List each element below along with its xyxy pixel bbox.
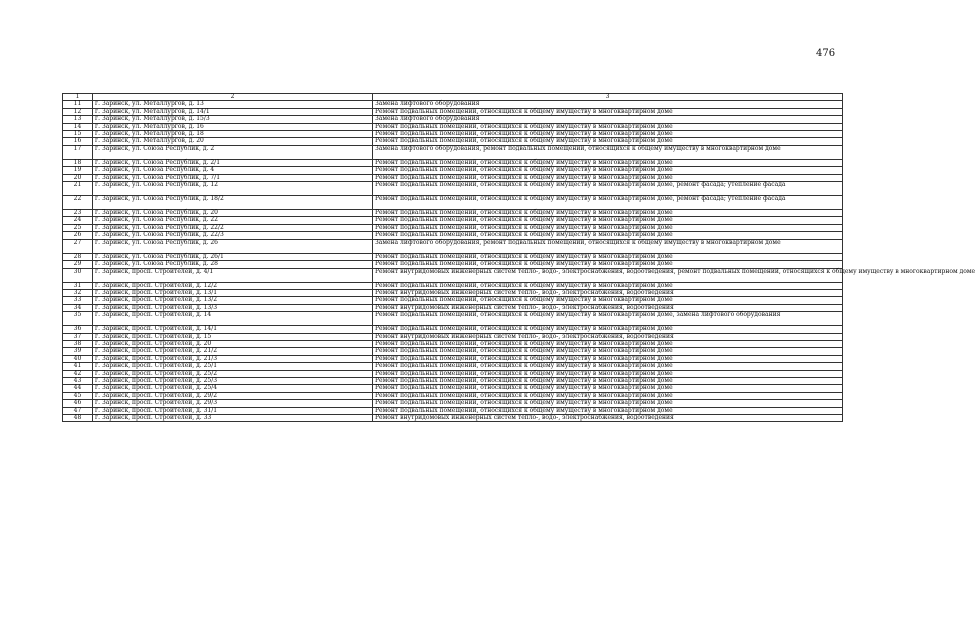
row-number-cell: 20 — [63, 174, 93, 181]
row-work-cell: Ремонт подвальных помещений, относящихся к общему имуществу в многоквартирном доме — [373, 370, 843, 377]
row-address-cell: г. Заринск, ул. Союза Республик, д. 2 — [93, 145, 373, 159]
row-number-cell: 29 — [63, 261, 93, 268]
row-number-cell: 41 — [63, 363, 93, 370]
works-table — [62, 93, 975, 422]
row-number-cell: 25 — [63, 224, 93, 231]
row-number-cell: 46 — [63, 400, 93, 407]
row-work-cell: Ремонт подвальных помещений, относящихся к общему имуществу в многоквартирном доме, замена лифтового оборудования — [373, 312, 843, 326]
table-body — [63, 93, 975, 422]
row-number-cell: 16 — [63, 138, 93, 145]
row-work-cell: Ремонт подвальных помещений, относящихся к общему имуществу в многоквартирном доме — [373, 138, 843, 145]
row-number-cell: 37 — [63, 333, 93, 340]
row-address-cell: г. Заринск, ул. Металлургов, д. 20 — [93, 138, 373, 145]
row-number-cell: 18 — [63, 159, 93, 166]
row-address-cell: г. Заринск, просп. Строителей, д. 25/2 — [93, 370, 373, 377]
row-address-cell: г. Заринск, просп. Строителей, д. 14/1 — [93, 326, 373, 333]
table-row — [63, 415, 843, 422]
table-row — [63, 239, 843, 253]
row-number-cell: 45 — [63, 392, 93, 399]
row-number-cell: 27 — [63, 239, 93, 253]
row-address-cell: г. Заринск, ул. Металлургов, д. 14/1 — [93, 108, 373, 115]
row-work-cell: Ремонт подвальных помещений, относящихся к общему имуществу в многоквартирном доме — [373, 217, 843, 224]
row-address-cell: г. Заринск, просп. Строителей, д. 25/4 — [93, 385, 373, 392]
table-row — [63, 196, 843, 210]
row-work-cell: Ремонт подвальных помещений, относящихся к общему имуществу в многоквартирном доме — [373, 159, 843, 166]
row-address-cell: г. Заринск, ул. Союза Республик, д. 12 — [93, 182, 373, 196]
row-number-cell: 22 — [63, 196, 93, 210]
row-number-cell: 30 — [63, 268, 93, 282]
row-address-cell: г. Заринск, ул. Металлургов, д. 18 — [93, 131, 373, 138]
row-number-cell: 13 — [63, 116, 93, 123]
row-work-cell: Ремонт подвальных помещений, относящихся к общему имуществу в многоквартирном доме — [373, 385, 843, 392]
row-work-cell: Ремонт внутридомовых инженерных систем тепло-, водо-, электроснабжения, водоотведения — [373, 415, 843, 422]
row-work-cell: Ремонт подвальных помещений, относящихся к общему имуществу в многоквартирном доме — [373, 108, 843, 115]
table-row — [63, 261, 843, 268]
table-row — [63, 182, 843, 196]
row-address-cell: г. Заринск, ул. Союза Республик, д. 2/1 — [93, 159, 373, 166]
row-work-cell: Ремонт подвальных помещений, относящихся к общему имуществу в многоквартирном доме — [373, 326, 843, 333]
row-number-cell: 21 — [63, 182, 93, 196]
table-row — [63, 116, 843, 123]
row-work-cell: Ремонт подвальных помещений, относящихся к общему имуществу в многоквартирном доме — [373, 282, 843, 289]
row-address-cell: г. Заринск, ул. Союза Республик, д. 4 — [93, 167, 373, 174]
row-address-cell: г. Заринск, ул. Союза Республик, д. 7/1 — [93, 174, 373, 181]
row-number-cell: 34 — [63, 304, 93, 311]
row-work-cell: Замена лифтового оборудования — [373, 101, 843, 108]
row-number-cell: 35 — [63, 312, 93, 326]
row-address-cell: г. Заринск, просп. Строителей, д. 4/1 — [93, 268, 373, 282]
page-number: 476 — [816, 48, 836, 59]
header-cell-number: 1 — [63, 94, 93, 101]
table-row — [63, 326, 843, 333]
row-address-cell: г. Заринск, просп. Строителей, д. 13/2 — [93, 297, 373, 304]
row-number-cell: 38 — [63, 340, 93, 347]
row-work-cell: Ремонт подвальных помещений, относящихся к общему имуществу в многоквартирном доме — [373, 174, 843, 181]
row-work-cell: Ремонт подвальных помещений, относящихся к общему имуществу в многоквартирном доме — [373, 407, 843, 414]
row-address-cell: г. Заринск, просп. Строителей, д. 25/1 — [93, 363, 373, 370]
row-number-cell: 36 — [63, 326, 93, 333]
row-number-cell: 40 — [63, 355, 93, 362]
header-cell-work: 3 — [373, 94, 843, 101]
row-address-cell: г. Заринск, просп. Строителей, д. 21/3 — [93, 355, 373, 362]
row-work-cell: Ремонт подвальных помещений, относящихся к общему имуществу в многоквартирном доме, ремонт фасада; утепление фасада — [373, 182, 843, 196]
row-address-cell: г. Заринск, просп. Строителей, д. 29/3 — [93, 400, 373, 407]
row-work-cell: Ремонт подвальных помещений, относящихся к общему имуществу в многоквартирном доме — [373, 348, 843, 355]
row-work-cell: Ремонт подвальных помещений, относящихся к общему имуществу в многоквартирном доме — [373, 363, 843, 370]
row-address-cell: г. Заринск, просп. Строителей, д. 13/1 — [93, 289, 373, 296]
row-work-cell: Замена лифтового оборудования — [373, 116, 843, 123]
row-address-cell: г. Заринск, просп. Строителей, д. 33 — [93, 415, 373, 422]
row-number-cell: 14 — [63, 123, 93, 130]
row-number-cell: 12 — [63, 108, 93, 115]
row-address-cell: г. Заринск, просп. Строителей, д. 20 — [93, 340, 373, 347]
row-work-cell: Ремонт подвальных помещений, относящихся к общему имуществу в многоквартирном доме — [373, 232, 843, 239]
row-work-cell: Ремонт подвальных помещений, относящихся к общему имуществу в многоквартирном доме — [373, 253, 843, 260]
row-number-cell: 33 — [63, 297, 93, 304]
row-number-cell: 44 — [63, 385, 93, 392]
row-address-cell: г. Заринск, просп. Строителей, д. 25/3 — [93, 377, 373, 384]
row-work-cell: Ремонт подвальных помещений, относящихся к общему имуществу в многоквартирном доме, ремонт фасада; утепление фасада — [373, 196, 843, 210]
row-number-cell: 39 — [63, 348, 93, 355]
table-row — [63, 145, 843, 159]
row-work-cell: Ремонт внутридомовых инженерных систем тепло-, водо-, электроснабжения, водоотведения, ремонт подвальных помещений, относящихся к общему имуществу в многоквартирном доме — [373, 268, 843, 282]
row-address-cell: г. Заринск, ул. Союза Республик, д. 22 — [93, 217, 373, 224]
row-address-cell: г. Заринск, ул. Союза Республик, д. 18/2 — [93, 196, 373, 210]
row-address-cell: г. Заринск, ул. Союза Республик, д. 22/3 — [93, 232, 373, 239]
row-work-cell: Ремонт подвальных помещений, относящихся к общему имуществу в многоквартирном доме — [373, 400, 843, 407]
row-number-cell: 17 — [63, 145, 93, 159]
row-number-cell: 23 — [63, 210, 93, 217]
table-row — [63, 400, 843, 407]
row-number-cell: 24 — [63, 217, 93, 224]
row-number-cell: 31 — [63, 282, 93, 289]
row-address-cell: г. Заринск, ул. Союза Республик, д. 26/1 — [93, 253, 373, 260]
row-work-cell: Ремонт подвальных помещений, относящихся к общему имуществу в многоквартирном доме — [373, 224, 843, 231]
row-work-cell: Ремонт подвальных помещений, относящихся к общему имуществу в многоквартирном доме — [373, 210, 843, 217]
table-row — [63, 312, 843, 326]
row-number-cell: 26 — [63, 232, 93, 239]
row-address-cell: г. Заринск, просп. Строителей, д. 13/3 — [93, 304, 373, 311]
row-address-cell: г. Заринск, просп. Строителей, д. 29/2 — [93, 392, 373, 399]
row-number-cell: 15 — [63, 131, 93, 138]
row-work-cell: Ремонт подвальных помещений, относящихся к общему имуществу в многоквартирном доме — [373, 131, 843, 138]
row-work-cell: Ремонт подвальных помещений, относящихся к общему имуществу в многоквартирном доме — [373, 167, 843, 174]
row-address-cell: г. Заринск, ул. Металлургов, д. 16 — [93, 123, 373, 130]
row-address-cell: г. Заринск, ул. Металлургов, д. 13 — [93, 101, 373, 108]
row-address-cell: г. Заринск, ул. Металлургов, д. 15/3 — [93, 116, 373, 123]
row-address-cell: г. Заринск, ул. Союза Республик, д. 26 — [93, 239, 373, 253]
row-number-cell: 42 — [63, 370, 93, 377]
row-work-cell: Ремонт подвальных помещений, относящихся к общему имуществу в многоквартирном доме — [373, 123, 843, 130]
row-number-cell: 43 — [63, 377, 93, 384]
row-work-cell: Ремонт подвальных помещений, относящихся к общему имуществу в многоквартирном доме — [373, 340, 843, 347]
row-number-cell: 47 — [63, 407, 93, 414]
row-address-cell: г. Заринск, просп. Строителей, д. 14 — [93, 312, 373, 326]
row-address-cell: г. Заринск, просп. Строителей, д. 15 — [93, 333, 373, 340]
row-work-cell: Ремонт внутридомовых инженерных систем тепло-, водо-, электроснабжения, водоотведения — [373, 304, 843, 311]
row-address-cell: г. Заринск, просп. Строителей, д. 12/2 — [93, 282, 373, 289]
row-work-cell: Ремонт внутридомовых инженерных систем тепло-, водо-, электроснабжения, водоотведения — [373, 289, 843, 296]
row-address-cell: г. Заринск, ул. Союза Республик, д. 20 — [93, 210, 373, 217]
table-row — [63, 363, 843, 370]
row-address-cell: г. Заринск, ул. Союза Республик, д. 22/2 — [93, 224, 373, 231]
row-number-cell: 19 — [63, 167, 93, 174]
row-number-cell: 48 — [63, 415, 93, 422]
row-address-cell: г. Заринск, просп. Строителей, д. 31/1 — [93, 407, 373, 414]
row-address-cell: г. Заринск, ул. Союза Республик, д. 28 — [93, 261, 373, 268]
row-work-cell: Ремонт внутридомовых инженерных систем тепло-, водо-, электроснабжения, водоотведения — [373, 333, 843, 340]
row-work-cell: Ремонт подвальных помещений, относящихся к общему имуществу в многоквартирном доме — [373, 377, 843, 384]
row-work-cell: Ремонт подвальных помещений, относящихся к общему имуществу в многоквартирном доме — [373, 392, 843, 399]
row-work-cell: Ремонт подвальных помещений, относящихся к общему имуществу в многоквартирном доме — [373, 355, 843, 362]
row-number-cell: 11 — [63, 101, 93, 108]
row-number-cell: 32 — [63, 289, 93, 296]
table-row — [63, 268, 843, 282]
row-work-cell: Ремонт подвальных помещений, относящихся к общему имуществу в многоквартирном доме — [373, 261, 843, 268]
row-work-cell: Замена лифтового оборудования, ремонт подвальных помещений, относящихся к общему имуществу в многоквартирном доме — [373, 145, 843, 159]
row-work-cell: Ремонт подвальных помещений, относящихся к общему имуществу в многоквартирном доме — [373, 297, 843, 304]
header-cell-address: 2 — [93, 94, 373, 101]
row-work-cell: Замена лифтового оборудования, ремонт подвальных помещений, относящихся к общему имуществу в многоквартирном доме — [373, 239, 843, 253]
row-number-cell: 28 — [63, 253, 93, 260]
row-address-cell: г. Заринск, просп. Строителей, д. 21/2 — [93, 348, 373, 355]
